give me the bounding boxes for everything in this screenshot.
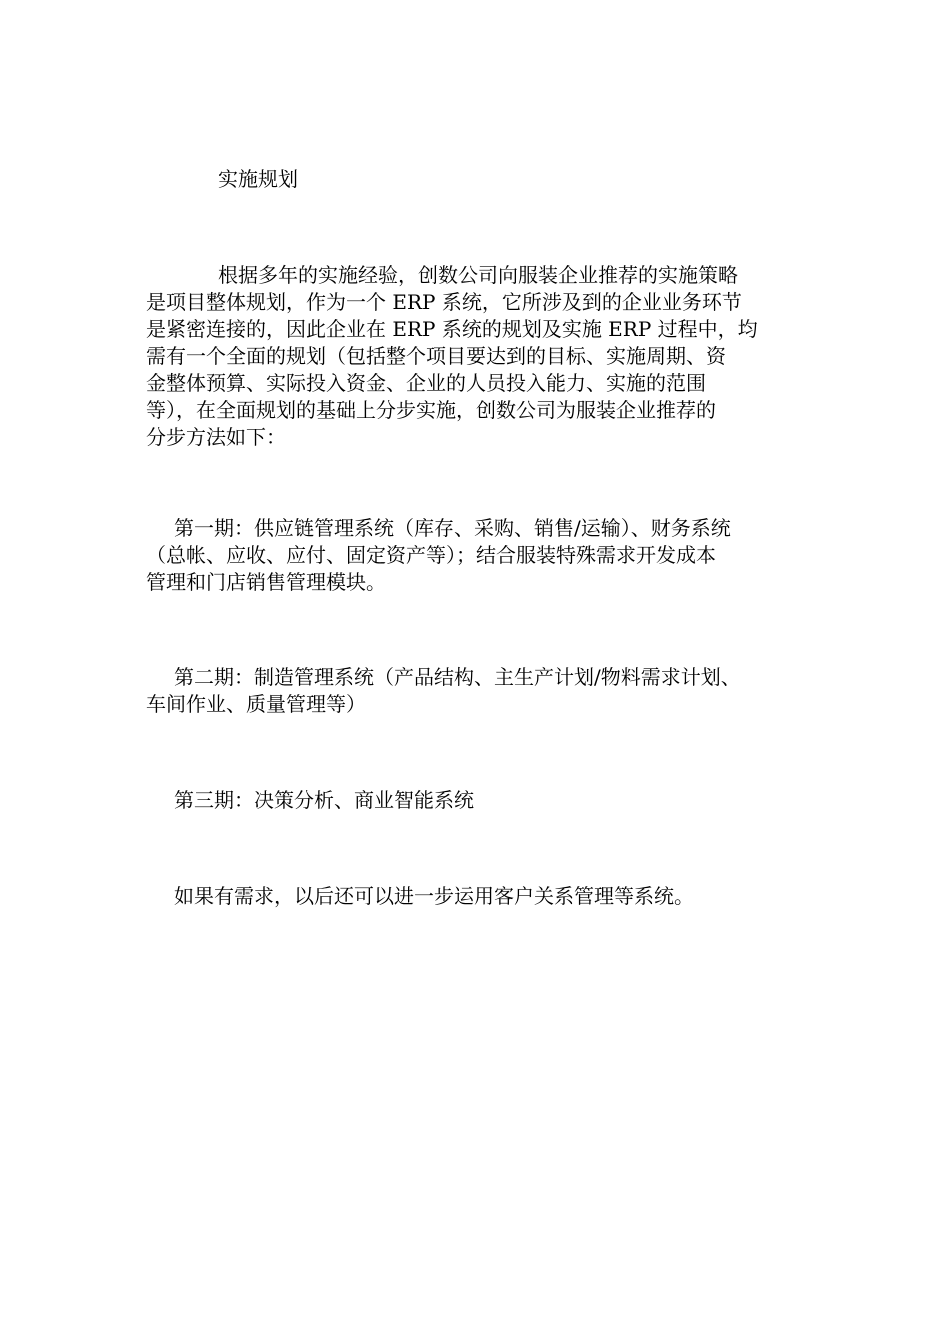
paragraph-line: 是紧密连接的，因此企业在 ERP 系统的规划及实施 ERP 过程中，均 (146, 317, 758, 341)
paragraph-line: （总帐、应收、应付、固定资产等）；结合服装特殊需求开发成本 (146, 543, 716, 567)
future-paragraph (146, 883, 816, 910)
phase-three-paragraph (146, 787, 816, 814)
paragraph-line: 第三期：决策分析、商业智能系统 (174, 788, 474, 812)
phase-two-paragraph (146, 664, 816, 718)
paragraph-line: 第一期：供应链管理系统（库存、采购、销售/运输）、财务系统 (174, 516, 731, 540)
paragraph-line: 分步方法如下： (146, 425, 286, 449)
paragraph-line: 如果有需求，以后还可以进一步运用客户关系管理等系统。 (174, 884, 694, 908)
paragraph-line: 车间作业、质量管理等） (146, 692, 366, 716)
intro-paragraph (146, 262, 816, 451)
paragraph-line: 根据多年的实施经验，创数公司向服装企业推荐的实施策略 (218, 263, 738, 287)
paragraph-line: 第二期：制造管理系统（产品结构、主生产计划/物料需求计划、 (174, 665, 741, 689)
paragraph-line: 需有一个全面的规划（包括整个项目要达到的目标、实施周期、资 (146, 344, 726, 368)
paragraph-line: 等），在全面规划的基础上分步实施，创数公司为服装企业推荐的 (146, 398, 716, 422)
section-heading: 实施规划 (218, 167, 298, 191)
paragraph-line: 金整体预算、实际投入资金、企业的人员投入能力、实施的范围 (146, 371, 706, 395)
phase-one-paragraph (146, 515, 816, 596)
paragraph-line: 管理和门店销售管理模块。 (146, 570, 386, 594)
paragraph-line: 是项目整体规划，作为一个 ERP 系统，它所涉及到的企业业务环节 (146, 290, 742, 314)
